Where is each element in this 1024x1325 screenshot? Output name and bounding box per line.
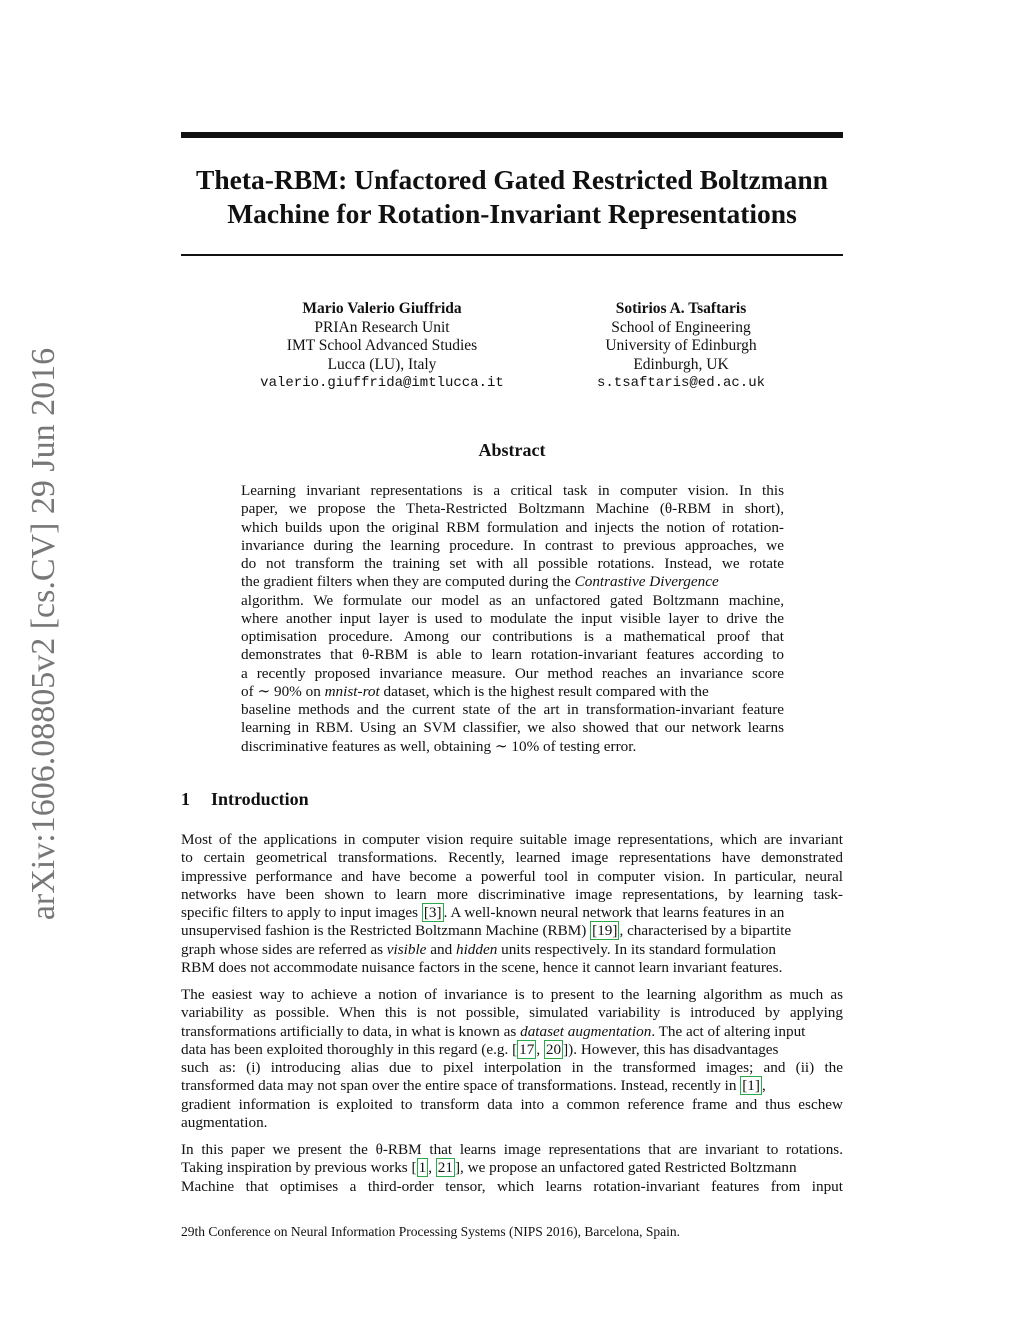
body-line: In this paper we present the θ-RBM that learns image representations that are invariant to rotations.	[181, 1141, 843, 1158]
abstract-text: of ∼ 90% on	[241, 682, 325, 700]
body-text: ,	[536, 1040, 544, 1058]
body-text: . The act of altering input	[651, 1022, 806, 1040]
abstract-line: which builds upon the original RBM formulation and injects the notion of rotation-	[241, 518, 784, 536]
abstract-text: dataset, which is the highest result compared with the	[379, 682, 709, 700]
body-text: unsupervised fashion is the Restricted Boltzmann Machine (RBM)	[181, 922, 591, 940]
title-line-1: Theta-RBM: Unfactored Gated Restricted Boltzmann	[196, 164, 828, 195]
author-affiliation: IMT School Advanced Studies	[286, 337, 478, 354]
body-line	[181, 1159, 843, 1177]
body-line	[181, 1041, 843, 1059]
body-line: to certain geometrical transformations. Recently, learned image representations have demonstrated	[181, 849, 843, 867]
abstract-text: the gradient filters when they are computed during the	[241, 573, 575, 591]
body-line: Machine that optimises a third-order tensor, which learns rotation-invariant features from input	[181, 1177, 843, 1195]
body-text: ]	[454, 1159, 461, 1177]
abstract-line: paper, we propose the Theta-Restricted Boltzmann Machine (θ-RBM in short),	[241, 500, 784, 518]
section-heading-introduction	[181, 789, 309, 810]
body-line	[181, 1023, 843, 1041]
emphasis-mnist-rot: mnist-rot	[324, 682, 380, 700]
citation-link[interactable]: [19]	[592, 922, 618, 940]
abstract-body	[241, 482, 784, 756]
abstract-line: do not transform the training set with all possible rotations. Instead, we rotate	[241, 555, 784, 572]
author-block-1	[232, 300, 532, 393]
body-text: specific filters to apply to input images	[181, 904, 422, 921]
abstract-line: learning in RBM. Using an SVM classifier, we also showed that our network learns	[241, 719, 784, 737]
abstract-line: invariance during the learning procedure. In contrast to previous approaches, we	[241, 536, 784, 554]
section-number: 1	[181, 789, 190, 809]
body-text: [	[411, 1159, 417, 1177]
abstract-line: Learning invariant representations is a critical task in computer vision. In this	[241, 482, 784, 499]
body-line	[181, 1077, 843, 1095]
body-text: and	[426, 940, 456, 958]
body-line: Most of the applications in computer vision require suitable image representations, which are invariant	[181, 831, 843, 848]
intro-paragraph-1	[181, 831, 843, 977]
author-email: valerio.giuffrida@imtlucca.it	[260, 375, 504, 391]
abstract-line	[241, 683, 784, 701]
intro-paragraph-3	[181, 1141, 843, 1196]
author-affiliation: School of Engineering	[611, 318, 751, 336]
body-text: Taking inspiration by previous works	[181, 1159, 412, 1177]
author-block-2	[531, 300, 831, 393]
body-text: ,	[761, 1077, 766, 1095]
body-text: ]). However, this has disadvantages	[563, 1040, 779, 1058]
title-rule-bottom	[181, 254, 843, 256]
body-line: such as: (i) introducing alias due to pixel interpolation in the transformed images; and (ii) the	[181, 1059, 843, 1076]
body-text: , characterised by a bipartite	[619, 922, 792, 940]
author-affiliation: Lucca (LU), Italy	[327, 355, 437, 373]
body-line: networks have been shown to learn more discriminative image representations, by learning task-	[181, 885, 843, 903]
body-text: , we propose an unfactored gated Restricted Boltzmann	[460, 1159, 797, 1177]
author-affiliation: Edinburgh, UK	[633, 355, 729, 373]
author-name: Sotirios A. Tsaftaris	[615, 300, 747, 317]
abstract-line: optimisation procedure. Among our contributions is a mathematical proof that	[241, 628, 784, 645]
body-line	[181, 904, 843, 922]
section-title: Introduction	[211, 789, 309, 809]
author-name: Mario Valerio Giuffrida	[302, 300, 462, 317]
abstract-line: baseline methods and the current state of the art in transformation-invariant feature	[241, 701, 784, 718]
emphasis-visible: visible	[386, 940, 427, 958]
body-line: The easiest way to achieve a notion of invariance is to present to the learning algorithm as much as	[181, 986, 843, 1003]
title-rule-top	[181, 132, 843, 138]
citation-link[interactable]: 20	[545, 1040, 562, 1058]
body-text: ,	[428, 1159, 436, 1177]
body-line: RBM does not accommodate nuisance factors in the scene, hence it cannot learn invariant features.	[181, 958, 783, 976]
citation-link[interactable]: [3]	[423, 904, 442, 921]
emphasis-contrastive-divergence: Contrastive Divergence	[574, 573, 719, 591]
paper-title	[181, 163, 843, 231]
abstract-line: algorithm. We formulate our model as an unfactored gated Boltzmann machine,	[241, 591, 784, 609]
arxiv-identifier: arXiv:1606.08805v2 [cs.CV] 29 Jun 2016	[25, 347, 62, 921]
body-line	[181, 922, 843, 940]
conference-footnote: 29th Conference on Neural Information Processing Systems (NIPS 2016), Barcelona, Spain.	[181, 1224, 681, 1239]
author-affiliation: PRIAn Research Unit	[314, 318, 450, 336]
body-line: variability as possible. When this is not possible, simulated variability is introduced by applying	[181, 1004, 843, 1022]
abstract-line: where another input layer is used to modulate the input visible layer to drive the	[241, 609, 784, 627]
author-affiliation: University of Edinburgh	[605, 337, 757, 354]
citation-link[interactable]: [1]	[742, 1077, 760, 1095]
abstract-line: discriminative features as well, obtaining ∼ 10% of testing error.	[241, 737, 637, 755]
body-text: [	[512, 1040, 518, 1058]
body-text: transformations artificially to data, in what is known as	[181, 1022, 521, 1040]
body-text: units respectively. In its standard formulation	[497, 940, 776, 958]
abstract-line: demonstrates that θ-RBM is able to learn rotation-invariant features according to	[241, 646, 784, 664]
body-line	[181, 941, 843, 959]
body-text: data has been exploited thoroughly in this regard (e.g.	[181, 1040, 513, 1058]
title-line-2: Machine for Rotation-Invariant Representations	[227, 198, 797, 229]
citation-link[interactable]: 1	[418, 1159, 427, 1177]
citation-link[interactable]: 21	[437, 1159, 453, 1177]
abstract-line	[241, 573, 784, 591]
author-email: s.tsaftaris@ed.ac.uk	[596, 375, 766, 391]
body-text: graph whose sides are referred as	[181, 940, 387, 958]
body-line: gradient information is exploited to transform data into a common reference frame and thus eschew	[181, 1095, 843, 1113]
intro-paragraph-2	[181, 986, 843, 1132]
emphasis-dataset-augmentation: dataset augmentation	[520, 1022, 652, 1040]
abstract-heading: Abstract	[478, 440, 546, 460]
citation-link[interactable]: 17	[519, 1040, 535, 1058]
body-line: impressive performance and have become a powerful tool in computer vision. In particular, neural	[181, 867, 843, 885]
abstract-line: a recently proposed invariance measure. Our method reaches an invariance score	[241, 664, 784, 682]
body-text: . A well-known neural network that learns features in an	[443, 904, 785, 921]
body-line: augmentation.	[181, 1113, 268, 1131]
emphasis-hidden: hidden	[455, 940, 498, 958]
body-text: transformed data may not span over the entire space of transformations. Instead, recently in	[181, 1077, 741, 1095]
